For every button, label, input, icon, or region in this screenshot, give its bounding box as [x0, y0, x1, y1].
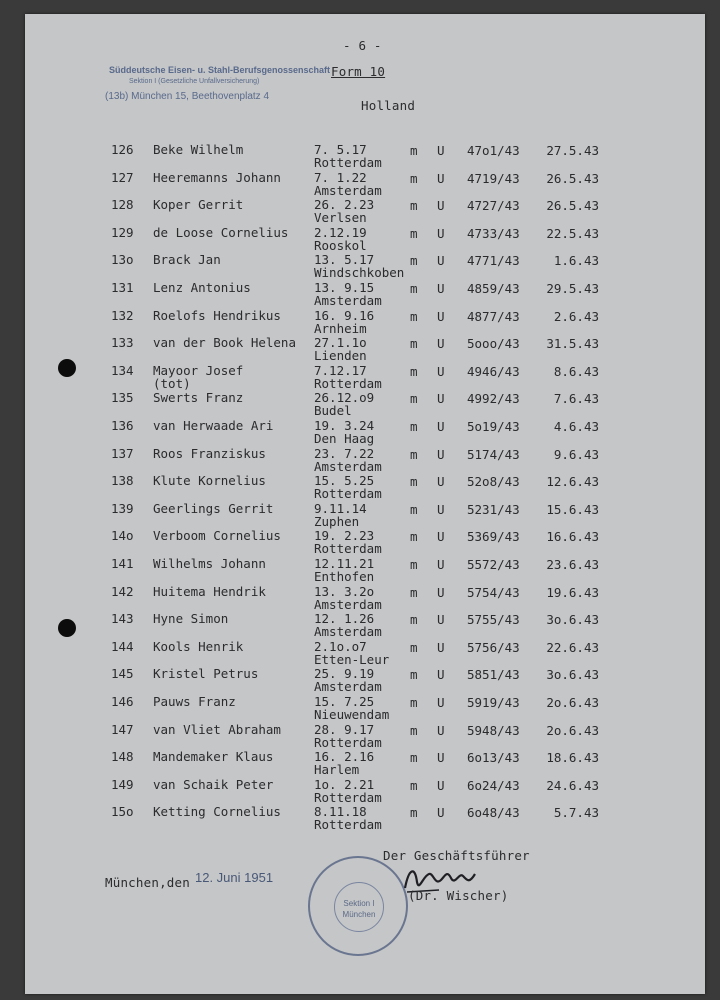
person-name: Hyne Simon: [153, 611, 229, 627]
sex-code: m: [410, 281, 418, 296]
sex-code: m: [410, 501, 418, 517]
case-reference: 47o1/43: [467, 143, 520, 158]
letterhead-line-1: Süddeutsche Eisen- u. Stahl-Berufsgenossenschaft: [109, 65, 331, 75]
case-reference: 5919/43: [467, 695, 520, 710]
sex-code: m: [410, 363, 418, 379]
case-reference: 5851/43: [467, 667, 520, 683]
case-date: 3o.6.43: [546, 612, 599, 628]
sex-code: m: [410, 529, 418, 545]
person-note: (tot): [153, 375, 191, 391]
birth-place: Etten-Leur: [314, 651, 390, 667]
birth-place: Verlsen: [314, 210, 367, 226]
letterhead-line-2: Sektion I (Gesetzliche Unfallversicherung): [129, 78, 260, 85]
person-name: Pauws Franz: [153, 694, 236, 709]
birth-place: Arnheim: [314, 320, 367, 336]
u-code: U: [437, 529, 445, 545]
birth-date: 1o. 2.21: [314, 776, 375, 792]
birth-place: Zuphen: [314, 513, 360, 529]
table-row: [25, 804, 705, 834]
u-code: U: [437, 198, 445, 214]
birth-place: Windschkoben: [314, 265, 405, 281]
row-number: 138: [111, 473, 134, 489]
sex-code: m: [410, 419, 418, 434]
table-row: [25, 225, 705, 255]
row-number: 139: [111, 500, 134, 516]
row-number: 148: [111, 749, 134, 765]
birth-place: Amsterdam: [314, 624, 382, 640]
person-name: Roelofs Hendrikus: [153, 307, 281, 323]
person-name: Kools Henrik: [153, 638, 244, 654]
sex-code: m: [410, 612, 418, 628]
table-row: [25, 170, 705, 200]
row-number: 145: [111, 666, 134, 682]
u-code: U: [437, 777, 445, 793]
person-name: Mayoor Josef: [153, 362, 244, 378]
table-row: [25, 777, 705, 807]
case-reference: 5755/43: [467, 612, 520, 628]
case-date: 4.6.43: [553, 419, 599, 434]
birth-date: 2.12.19: [314, 224, 367, 240]
table-row: [25, 666, 705, 696]
birth-date: 23. 7.22: [314, 445, 375, 461]
birth-place: Lienden: [314, 348, 367, 364]
row-number: 14o: [111, 528, 134, 544]
sex-code: m: [410, 446, 418, 462]
table-row: [25, 528, 705, 558]
case-date: 22.5.43: [546, 225, 599, 241]
sex-code: m: [410, 667, 418, 683]
case-date: 12.6.43: [546, 474, 599, 490]
u-code: U: [437, 639, 445, 655]
case-reference: 4877/43: [467, 308, 520, 324]
table-row: [25, 308, 705, 338]
case-date: 31.5.43: [546, 336, 599, 352]
row-number: 134: [111, 362, 134, 378]
birth-date: 2.1o.o7: [314, 638, 367, 654]
sex-code: m: [410, 170, 418, 186]
u-code: U: [437, 446, 445, 462]
manager-title: Der Geschäftsführer: [383, 848, 530, 863]
person-name: van Herwaade Ari: [153, 418, 274, 433]
case-date: 18.6.43: [546, 750, 599, 766]
case-reference: 4719/43: [467, 170, 520, 186]
case-reference: 52o8/43: [467, 474, 520, 490]
table-row: [25, 639, 705, 669]
case-reference: 5ooo/43: [467, 336, 520, 352]
table-row: [25, 473, 705, 503]
case-reference: 6o13/43: [467, 750, 520, 766]
row-number: 127: [111, 169, 134, 185]
table-row: [25, 418, 705, 448]
country-label: Holland: [361, 98, 416, 113]
birth-date: 16. 9.16: [314, 307, 375, 323]
table-row: [25, 197, 705, 227]
birth-date: 7. 5.17: [314, 142, 367, 157]
person-name: van Vliet Abraham: [153, 721, 281, 737]
sex-code: m: [410, 639, 418, 655]
birth-place: Rotterdam: [314, 375, 382, 391]
case-date: 2o.6.43: [546, 722, 599, 738]
case-date: 2.6.43: [553, 308, 599, 324]
u-code: U: [437, 805, 445, 821]
case-reference: 5572/43: [467, 557, 520, 572]
birth-place: Amsterdam: [314, 596, 382, 612]
birth-place: Nieuwendam: [314, 707, 390, 722]
birth-date: 28. 9.17: [314, 721, 375, 737]
birth-date: 19. 3.24: [314, 418, 375, 433]
person-name: Mandemaker Klaus: [153, 749, 274, 765]
birth-date: 12. 1.26: [314, 611, 375, 627]
row-number: 146: [111, 694, 134, 709]
table-row: [25, 556, 705, 586]
sex-code: m: [410, 336, 418, 352]
u-code: U: [437, 281, 445, 296]
row-number: 143: [111, 611, 134, 627]
person-name: de Loose Cornelius: [153, 224, 289, 240]
u-code: U: [437, 143, 445, 158]
u-code: U: [437, 225, 445, 241]
birth-place: Enthofen: [314, 569, 375, 584]
case-date: 26.5.43: [546, 170, 599, 186]
sex-code: m: [410, 474, 418, 490]
birth-place: Rotterdam: [314, 817, 382, 833]
u-code: U: [437, 584, 445, 600]
sex-code: m: [410, 695, 418, 710]
u-code: U: [437, 612, 445, 628]
sex-code: m: [410, 750, 418, 766]
row-number: 142: [111, 583, 134, 599]
person-name: Swerts Franz: [153, 390, 244, 406]
birth-place: Den Haag: [314, 431, 375, 446]
case-reference: 5948/43: [467, 722, 520, 738]
birth-date: 25. 9.19: [314, 666, 375, 682]
sex-code: m: [410, 225, 418, 241]
birth-place: Rotterdam: [314, 155, 382, 170]
case-reference: 5369/43: [467, 529, 520, 545]
birth-place: Harlem: [314, 762, 360, 778]
table-row: [25, 446, 705, 476]
u-code: U: [437, 722, 445, 738]
u-code: U: [437, 253, 445, 269]
person-name: Verboom Cornelius: [153, 528, 281, 544]
sex-code: m: [410, 143, 418, 158]
row-number: 135: [111, 390, 134, 406]
birth-date: 7. 1.22: [314, 169, 367, 185]
birth-date: 13. 9.15: [314, 280, 375, 295]
case-reference: 4859/43: [467, 281, 520, 296]
case-reference: 5231/43: [467, 501, 520, 517]
sex-code: m: [410, 557, 418, 572]
case-date: 1.6.43: [553, 253, 599, 269]
table-row: [25, 390, 705, 420]
stamped-date: 12. Juni 1951: [195, 870, 274, 885]
birth-date: 26.12.o9: [314, 390, 375, 406]
u-code: U: [437, 750, 445, 766]
u-code: U: [437, 391, 445, 407]
u-code: U: [437, 170, 445, 186]
table-row: [25, 363, 705, 393]
official-seal: [308, 856, 408, 956]
case-reference: 5756/43: [467, 639, 520, 655]
case-date: 8.6.43: [553, 363, 599, 379]
u-code: U: [437, 336, 445, 352]
case-reference: 4992/43: [467, 391, 520, 407]
case-date: 22.6.43: [546, 639, 599, 655]
table-row: [25, 335, 705, 365]
birth-place: Rotterdam: [314, 789, 382, 805]
row-number: 133: [111, 335, 134, 351]
table-row: [25, 142, 705, 172]
u-code: U: [437, 308, 445, 324]
birth-place: Amsterdam: [314, 679, 382, 695]
birth-date: 13. 3.2o: [314, 583, 375, 599]
u-code: U: [437, 474, 445, 490]
case-date: 29.5.43: [546, 281, 599, 296]
case-date: 9.6.43: [553, 446, 599, 462]
birth-date: 15. 5.25: [314, 473, 375, 489]
row-number: 147: [111, 721, 134, 737]
birth-date: 27.1.1o: [314, 335, 367, 351]
row-number: 137: [111, 445, 134, 461]
row-number: 131: [111, 280, 134, 295]
person-name: Kristel Petrus: [153, 666, 259, 682]
person-name: Geerlings Gerrit: [153, 500, 274, 516]
birth-place: Rotterdam: [314, 734, 382, 750]
case-reference: 5174/43: [467, 446, 520, 462]
person-name: Ketting Cornelius: [153, 804, 281, 820]
birth-date: 15. 7.25: [314, 694, 375, 709]
seal-text: Sektion I München: [342, 899, 376, 919]
case-date: 26.5.43: [546, 198, 599, 214]
form-label: Form 10: [331, 64, 386, 79]
case-date: 2o.6.43: [546, 695, 599, 710]
case-date: 3o.6.43: [546, 667, 599, 683]
u-code: U: [437, 667, 445, 683]
case-date: 7.6.43: [553, 391, 599, 407]
sex-code: m: [410, 584, 418, 600]
u-code: U: [437, 695, 445, 710]
case-reference: 4771/43: [467, 253, 520, 269]
birth-date: 26. 2.23: [314, 197, 375, 213]
person-name: van der Book Helena: [153, 335, 296, 351]
case-reference: 4733/43: [467, 225, 520, 241]
case-date: 19.6.43: [546, 584, 599, 600]
table-row: [25, 501, 705, 531]
u-code: U: [437, 363, 445, 379]
case-reference: 4946/43: [467, 363, 520, 379]
birth-place: Rotterdam: [314, 486, 382, 502]
birth-date: 13. 5.17: [314, 252, 375, 268]
document-page: [25, 14, 705, 994]
sex-code: m: [410, 308, 418, 324]
row-number: 126: [111, 142, 134, 157]
sex-code: m: [410, 777, 418, 793]
row-number: 136: [111, 418, 134, 433]
row-number: 149: [111, 776, 134, 792]
birth-date: 7.12.17: [314, 362, 367, 378]
case-date: 15.6.43: [546, 501, 599, 517]
birth-place: Amsterdam: [314, 458, 382, 474]
person-name: Klute Kornelius: [153, 473, 266, 489]
birth-date: 8.11.18: [314, 804, 367, 820]
u-code: U: [437, 501, 445, 517]
person-name: Heeremanns Johann: [153, 169, 281, 185]
table-row: [25, 280, 705, 310]
person-name: Brack Jan: [153, 252, 221, 268]
sex-code: m: [410, 391, 418, 407]
person-name: Wilhelms Johann: [153, 556, 266, 571]
person-name: Roos Franziskus: [153, 445, 266, 461]
row-number: 128: [111, 197, 134, 213]
sex-code: m: [410, 253, 418, 269]
row-number: 144: [111, 638, 134, 654]
case-reference: 6o24/43: [467, 777, 520, 793]
case-date: 16.6.43: [546, 529, 599, 545]
table-row: [25, 694, 705, 724]
case-date: 5.7.43: [553, 805, 599, 821]
signatory-name: (Dr. Wischer): [408, 888, 509, 903]
person-name: Lenz Antonius: [153, 280, 251, 295]
table-row: [25, 252, 705, 282]
person-name: Huitema Hendrik: [153, 583, 266, 599]
person-name: van Schaik Peter: [153, 776, 274, 792]
u-code: U: [437, 557, 445, 572]
birth-place: Rotterdam: [314, 541, 382, 557]
birth-date: 9.11.14: [314, 500, 367, 516]
birth-place: Budel: [314, 403, 352, 419]
table-row: [25, 749, 705, 779]
case-reference: 5o19/43: [467, 419, 520, 434]
u-code: U: [437, 419, 445, 434]
table-row: [25, 611, 705, 641]
row-number: 15o: [111, 804, 134, 820]
birth-place: Amsterdam: [314, 182, 382, 198]
person-name: Beke Wilhelm: [153, 142, 244, 157]
sex-code: m: [410, 722, 418, 738]
table-row: [25, 584, 705, 614]
row-number: 141: [111, 556, 134, 571]
table-row: [25, 722, 705, 752]
case-reference: 4727/43: [467, 198, 520, 214]
place-date-prefix: München,den: [105, 875, 190, 890]
sex-code: m: [410, 198, 418, 214]
row-number: 13o: [111, 252, 134, 268]
row-number: 132: [111, 307, 134, 323]
birth-date: 12.11.21: [314, 556, 375, 571]
case-date: 23.6.43: [546, 557, 599, 572]
case-date: 24.6.43: [546, 777, 599, 793]
case-reference: 5754/43: [467, 584, 520, 600]
case-date: 27.5.43: [546, 143, 599, 158]
birth-place: Rooskol: [314, 237, 367, 253]
case-reference: 6o48/43: [467, 805, 520, 821]
page-number: - 6 -: [343, 38, 382, 53]
sex-code: m: [410, 805, 418, 821]
person-name: Koper Gerrit: [153, 197, 244, 213]
birth-date: 19. 2.23: [314, 528, 375, 544]
row-number: 129: [111, 224, 134, 240]
birth-place: Amsterdam: [314, 293, 382, 308]
birth-date: 16. 2.16: [314, 749, 375, 765]
letterhead-line-3: (13b) München 15, Beethovenplatz 4: [105, 91, 269, 102]
